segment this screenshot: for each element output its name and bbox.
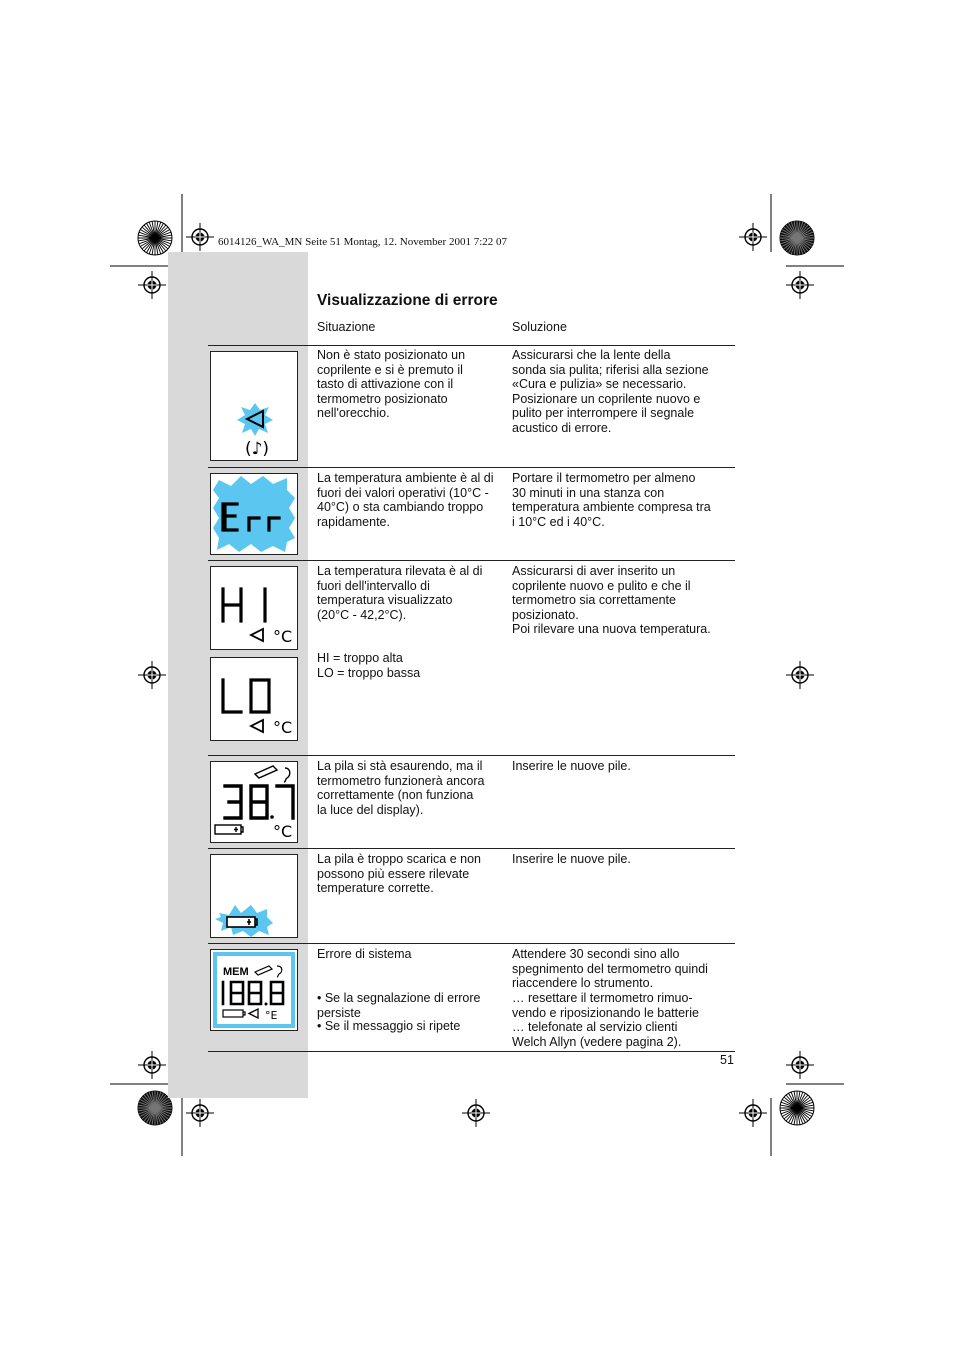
row1-solution: Assicurarsi che la lente della sonda sia pulita; riferisi alla sezione «Cura e pulizia» se necessario. Posizionare un coprilente nuovo e pulito per interrompere il segnale acustico di errore.: [512, 348, 709, 435]
page-number: 51: [720, 1053, 734, 1067]
column-header-solution: Soluzione: [512, 320, 567, 334]
row6-bullet-1: • Se la segnalazione di errore persiste: [317, 991, 481, 1020]
starburst-icon: [237, 403, 273, 436]
row-divider: [208, 848, 735, 849]
svg-text:°C: °C: [273, 822, 293, 841]
row2-solution: Portare il termometro per almeno 30 minuti in una stanza con temperatura ambiente compresa tra i 10°C ed i 40°C.: [512, 471, 711, 529]
lcd-err: [210, 473, 298, 555]
row-divider: [208, 943, 735, 944]
row6-solution: Attendere 30 secondi sino allo spegnimento del termometro quindi riaccendere lo strumento.: [512, 947, 708, 991]
lcd-hi: [210, 566, 298, 650]
print-header: 6014126_WA_MN Seite 51 Montag, 12. November 2001 7:22 07: [218, 236, 508, 248]
ear-icon: [284, 768, 290, 782]
speaker-icon: [251, 720, 263, 732]
row1-situation: Non è stato posizionato un coprilente e si è premuto il tasto di attivazione con il termometro posizionato nell'orecchio.: [317, 348, 466, 421]
row4-situation: La pila si stà esaurendo, ma il termometro funzionerà ancora correttamente (non funziona la luce del display).: [317, 759, 485, 817]
lcd-no-cover: [210, 351, 298, 461]
svg-text:°C: °C: [273, 718, 293, 737]
row-divider: [208, 560, 735, 561]
row3-solution: Assicurarsi di aver inserito un coprilente nuovo e pulito e che il termometro sia correttamente posizionato. Poi rilevare una nuova temperatura.: [512, 564, 711, 637]
music-note-icon: (♪): [244, 439, 270, 459]
row3-legend: HI = troppo alta LO = troppo bassa: [317, 651, 421, 680]
row5-solution: Inserire le nuove pile.: [512, 852, 631, 866]
row2-situation: La temperatura ambiente è al di fuori dei valori operativi (10°C - 40°C) o sta cambiando troppo rapidamente.: [317, 471, 494, 529]
battery-icon: [227, 917, 257, 927]
probe-icon: [255, 766, 277, 778]
svg-text:°E: °E: [265, 1009, 278, 1022]
row6-bullet-solutions: … resettare il termometro rimuo- vendo e riposizionando le batterie … telefonate al servizio clienti Welch Allyn (vedere pagina 2).: [512, 991, 699, 1049]
speaker-icon: [251, 629, 263, 641]
lcd-system-error: [210, 949, 298, 1031]
section-title: Visualizzazione di errore: [317, 292, 498, 309]
row6-situation: Errore di sistema: [317, 947, 412, 961]
lcd-dead-battery: [210, 854, 298, 938]
svg-text:MEM: MEM: [223, 966, 249, 978]
row5-situation: La pila è troppo scarica e non possono più essere rilevate temperature corrette.: [317, 852, 481, 896]
row4-solution: Inserire le nuove pile.: [512, 759, 631, 773]
lcd-lo: [210, 657, 298, 741]
row-divider: [208, 467, 735, 468]
lcd-low-battery: [210, 761, 298, 843]
row-divider: [208, 1051, 735, 1052]
row-divider: [208, 755, 735, 756]
row-divider: [208, 345, 735, 346]
row3-situation: La temperatura rilevata è al di fuori dell'intervallo di temperatura visualizzato (20°C - 42,2°C).: [317, 564, 483, 622]
battery-icon: [215, 825, 243, 834]
svg-text:°C: °C: [273, 627, 293, 646]
column-header-situation: Situazione: [317, 320, 376, 334]
row6-bullet-2: • Se il messaggio si ripete: [317, 1019, 461, 1033]
